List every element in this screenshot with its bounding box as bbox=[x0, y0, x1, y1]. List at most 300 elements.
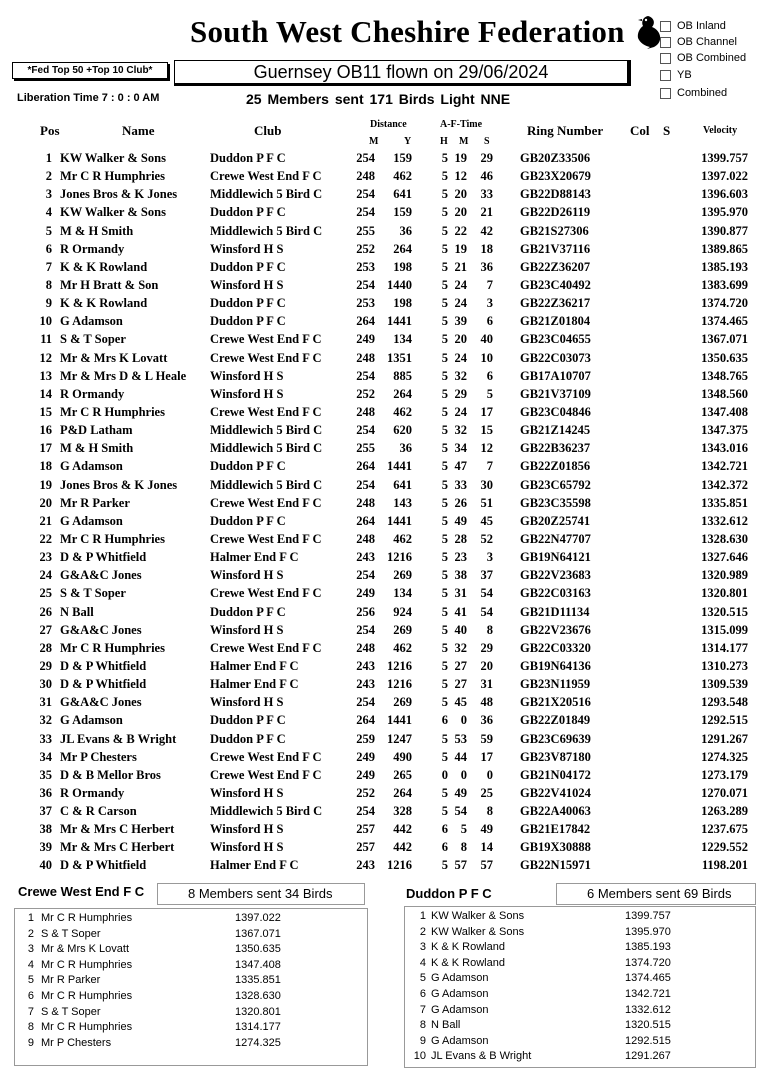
result-hours: 5 bbox=[441, 187, 448, 202]
result-seconds: 31 bbox=[480, 677, 493, 692]
result-name: KW Walker & Sons bbox=[60, 151, 166, 165]
result-pos: 13 bbox=[39, 368, 52, 383]
result-pos: 10 bbox=[39, 314, 52, 329]
result-distance-m: 249 bbox=[356, 332, 375, 347]
result-name: G&A&C Jones bbox=[60, 568, 142, 583]
result-minutes: 49 bbox=[454, 785, 467, 800]
result-pos: 22 bbox=[39, 531, 52, 546]
result-pos: 19 bbox=[39, 477, 52, 492]
club-entry-name: Mr C R Humphries bbox=[41, 958, 133, 971]
list-item bbox=[405, 956, 755, 972]
list-item bbox=[405, 971, 755, 987]
result-club: Crewe West End F C bbox=[210, 640, 322, 655]
result-hours: 5 bbox=[441, 259, 448, 274]
option-combined[interactable] bbox=[660, 87, 727, 99]
result-club: Winsford H S bbox=[210, 241, 284, 256]
result-pos: 30 bbox=[39, 677, 52, 692]
result-hours: 5 bbox=[441, 205, 448, 220]
result-minutes: 31 bbox=[454, 586, 467, 601]
result-distance-m: 254 bbox=[356, 423, 375, 438]
result-pos: 29 bbox=[39, 658, 52, 673]
result-name: S & T Soper bbox=[60, 332, 126, 347]
option-label: Combined bbox=[677, 87, 728, 99]
result-pos: 21 bbox=[39, 513, 52, 528]
result-velocity: 1342.372 bbox=[701, 477, 748, 492]
club-entry-name: S & T Soper bbox=[41, 927, 101, 940]
result-distance-m: 254 bbox=[356, 205, 375, 220]
result-club: Duddon P F C bbox=[210, 713, 286, 728]
result-ring-number: GB21X20516 bbox=[520, 695, 591, 710]
result-seconds: 59 bbox=[480, 731, 493, 746]
result-minutes: 22 bbox=[454, 223, 467, 238]
result-distance-m: 254 bbox=[356, 695, 375, 710]
club-entry-rank: 4 bbox=[27, 958, 34, 971]
result-pos: 27 bbox=[39, 622, 52, 637]
result-club: Winsford H S bbox=[210, 840, 284, 855]
result-club: Halmer End F C bbox=[210, 550, 299, 565]
result-distance-m: 248 bbox=[356, 404, 375, 419]
list-item bbox=[15, 927, 367, 943]
result-pos: 32 bbox=[39, 713, 52, 728]
table-row bbox=[0, 712, 770, 730]
result-seconds: 30 bbox=[480, 477, 493, 492]
result-ring-number: GB22D26119 bbox=[520, 205, 591, 220]
result-distance-y: 264 bbox=[393, 241, 412, 256]
result-hours: 5 bbox=[441, 404, 448, 419]
result-ring-number: GB23C35598 bbox=[520, 495, 591, 510]
result-minutes: 20 bbox=[454, 205, 467, 220]
list-item bbox=[15, 1036, 367, 1052]
result-seconds: 49 bbox=[480, 822, 493, 837]
result-distance-y: 462 bbox=[393, 169, 412, 184]
result-hours: 5 bbox=[441, 785, 448, 800]
result-hours: 5 bbox=[441, 368, 448, 383]
result-club: Middlewich 5 Bird C bbox=[210, 477, 323, 492]
result-name: K & K Rowland bbox=[60, 259, 148, 274]
result-distance-y: 1216 bbox=[387, 858, 412, 873]
result-distance-m: 254 bbox=[356, 804, 375, 819]
table-row bbox=[0, 204, 770, 222]
result-minutes: 53 bbox=[454, 731, 467, 746]
result-distance-m: 248 bbox=[356, 531, 375, 546]
result-minutes: 54 bbox=[454, 804, 467, 819]
table-row bbox=[0, 313, 770, 331]
result-distance-m: 252 bbox=[356, 241, 375, 256]
result-velocity: 1385.193 bbox=[701, 259, 748, 274]
result-seconds: 7 bbox=[486, 277, 493, 292]
result-distance-y: 265 bbox=[393, 767, 412, 782]
table-row bbox=[0, 259, 770, 277]
result-seconds: 33 bbox=[480, 187, 493, 202]
result-ring-number: GB22D88143 bbox=[520, 187, 591, 202]
result-club: Winsford H S bbox=[210, 277, 284, 292]
result-club: Winsford H S bbox=[210, 822, 284, 837]
club-entry-velocity: 1385.193 bbox=[625, 941, 671, 954]
result-hours: 5 bbox=[441, 568, 448, 583]
checkbox[interactable] bbox=[660, 70, 671, 81]
result-ring-number: GB21N04172 bbox=[520, 767, 591, 782]
result-velocity: 1327.646 bbox=[701, 550, 748, 565]
club-entry-velocity: 1350.635 bbox=[235, 943, 281, 956]
result-distance-y: 462 bbox=[393, 404, 412, 419]
result-velocity: 1198.201 bbox=[701, 858, 748, 873]
result-hours: 6 bbox=[441, 822, 448, 837]
result-club: Duddon P F C bbox=[210, 151, 286, 165]
table-row bbox=[0, 495, 770, 513]
result-distance-y: 198 bbox=[393, 296, 412, 311]
result-name: Mr C R Humphries bbox=[60, 640, 165, 655]
result-ring-number: GB22Z01856 bbox=[520, 459, 591, 474]
result-hours: 5 bbox=[441, 169, 448, 184]
result-ring-number: GB22C03320 bbox=[520, 640, 591, 655]
result-distance-m: 264 bbox=[356, 513, 375, 528]
result-minutes: 0 bbox=[460, 767, 467, 782]
club-entry-rank: 7 bbox=[27, 1005, 34, 1018]
result-hours: 5 bbox=[441, 459, 448, 474]
result-velocity: 1263.289 bbox=[701, 804, 748, 819]
club-stats-duddon: 6 Members sent 69 Birds bbox=[556, 883, 756, 905]
result-velocity: 1389.865 bbox=[701, 241, 748, 256]
result-minutes: 32 bbox=[454, 368, 467, 383]
result-pos: 8 bbox=[45, 277, 52, 292]
result-distance-m: 255 bbox=[356, 223, 375, 238]
result-distance-y: 1216 bbox=[387, 658, 412, 673]
club-entry-name: Mr C R Humphries bbox=[41, 1021, 133, 1034]
club-entry-name: K & K Rowland bbox=[431, 956, 505, 969]
result-seconds: 54 bbox=[480, 604, 493, 619]
checkbox[interactable] bbox=[660, 88, 671, 99]
result-ring-number: GB22N47707 bbox=[520, 531, 591, 546]
result-ring-number: GB22V23676 bbox=[520, 622, 591, 637]
option-ob-channel[interactable] bbox=[660, 36, 737, 48]
result-distance-m: 254 bbox=[356, 477, 375, 492]
result-ring-number: GB22Z36207 bbox=[520, 259, 591, 274]
col-y: Y bbox=[404, 136, 412, 147]
result-ring-number: GB20Z33506 bbox=[520, 151, 591, 165]
club-entry-velocity: 1320.515 bbox=[625, 1019, 671, 1032]
result-minutes: 32 bbox=[454, 640, 467, 655]
result-seconds: 20 bbox=[480, 658, 493, 673]
result-velocity: 1292.515 bbox=[701, 713, 748, 728]
result-minutes: 8 bbox=[460, 840, 467, 855]
result-velocity: 1229.552 bbox=[701, 840, 748, 855]
result-velocity: 1320.801 bbox=[701, 586, 748, 601]
result-club: Crewe West End F C bbox=[210, 350, 322, 365]
club-entry-rank: 6 bbox=[419, 987, 426, 1000]
club-entry-name: S & T Soper bbox=[41, 1005, 101, 1018]
result-distance-m: 248 bbox=[356, 495, 375, 510]
race-summary: 25 Members sent 171 Birds Light NNE bbox=[246, 91, 511, 107]
result-minutes: 26 bbox=[454, 495, 467, 510]
table-row bbox=[0, 386, 770, 404]
col-h: H bbox=[440, 136, 448, 147]
result-ring-number: GB23N11959 bbox=[520, 677, 591, 692]
result-distance-m: 249 bbox=[356, 767, 375, 782]
club-entry-rank: 7 bbox=[419, 1003, 426, 1016]
result-name: JL Evans & B Wright bbox=[60, 731, 177, 746]
result-pos: 31 bbox=[39, 695, 52, 710]
result-minutes: 23 bbox=[454, 550, 467, 565]
result-pos: 28 bbox=[39, 640, 52, 655]
club-entry-name: JL Evans & B Wright bbox=[431, 1050, 532, 1063]
table-row bbox=[0, 694, 770, 712]
results-table bbox=[0, 150, 770, 876]
table-row bbox=[0, 150, 770, 168]
club-entry-velocity: 1399.757 bbox=[625, 910, 671, 922]
result-club: Winsford H S bbox=[210, 695, 284, 710]
result-distance-m: 254 bbox=[356, 151, 375, 165]
result-distance-m: 253 bbox=[356, 259, 375, 274]
liberation-time: Liberation Time 7 : 0 : 0 AM bbox=[17, 92, 160, 104]
result-ring-number: GB21V37116 bbox=[520, 241, 591, 256]
result-seconds: 36 bbox=[480, 259, 493, 274]
club-entry-velocity: 1332.612 bbox=[625, 1003, 671, 1016]
result-ring-number: GB21S27306 bbox=[520, 223, 589, 238]
table-row bbox=[0, 368, 770, 386]
club-entry-velocity: 1314.177 bbox=[235, 1021, 281, 1034]
result-pos: 40 bbox=[39, 858, 52, 873]
result-club: Crewe West End F C bbox=[210, 332, 322, 347]
result-seconds: 15 bbox=[480, 423, 493, 438]
result-distance-y: 885 bbox=[393, 368, 412, 383]
option-label: YB bbox=[677, 69, 692, 81]
result-ring-number: GB22Z01849 bbox=[520, 713, 591, 728]
result-minutes: 44 bbox=[454, 749, 467, 764]
result-distance-y: 641 bbox=[393, 187, 412, 202]
result-club: Duddon P F C bbox=[210, 604, 286, 619]
result-distance-y: 641 bbox=[393, 477, 412, 492]
club-name-duddon: Duddon P F C bbox=[406, 886, 492, 901]
result-pos: 35 bbox=[39, 767, 52, 782]
result-pos: 38 bbox=[39, 822, 52, 837]
result-minutes: 5 bbox=[460, 822, 467, 837]
result-minutes: 27 bbox=[454, 658, 467, 673]
result-distance-m: 264 bbox=[356, 459, 375, 474]
club-name-crewe: Crewe West End F C bbox=[18, 884, 145, 899]
result-minutes: 41 bbox=[454, 604, 467, 619]
result-distance-y: 1440 bbox=[387, 277, 412, 292]
result-ring-number: GB21E17842 bbox=[520, 822, 591, 837]
result-distance-m: 243 bbox=[356, 677, 375, 692]
result-club: Winsford H S bbox=[210, 622, 284, 637]
result-distance-y: 620 bbox=[393, 423, 412, 438]
result-club: Crewe West End F C bbox=[210, 586, 322, 601]
result-seconds: 17 bbox=[480, 749, 493, 764]
result-distance-y: 198 bbox=[393, 259, 412, 274]
result-hours: 5 bbox=[441, 677, 448, 692]
result-name: S & T Soper bbox=[60, 586, 126, 601]
col-af-time: A-F-Time bbox=[440, 119, 483, 130]
result-club: Duddon P F C bbox=[210, 296, 286, 311]
result-minutes: 49 bbox=[454, 513, 467, 528]
result-distance-y: 264 bbox=[393, 785, 412, 800]
result-seconds: 42 bbox=[480, 223, 493, 238]
table-row bbox=[0, 640, 770, 658]
result-hours: 0 bbox=[441, 767, 448, 782]
result-pos: 9 bbox=[45, 296, 52, 311]
result-distance-y: 134 bbox=[393, 332, 412, 347]
table-row bbox=[0, 622, 770, 640]
option-yb[interactable] bbox=[660, 69, 692, 81]
list-item bbox=[405, 1034, 755, 1050]
club-entry-rank: 3 bbox=[27, 943, 34, 956]
club-entry-rank: 2 bbox=[27, 927, 34, 940]
top-badge: *Fed Top 50 +Top 10 Club* bbox=[12, 62, 168, 79]
result-name: G Adamson bbox=[60, 513, 123, 528]
club-entry-velocity: 1335.851 bbox=[235, 974, 281, 987]
result-hours: 5 bbox=[441, 386, 448, 401]
result-hours: 5 bbox=[441, 513, 448, 528]
result-minutes: 33 bbox=[454, 477, 467, 492]
list-item bbox=[15, 942, 367, 958]
table-row bbox=[0, 440, 770, 458]
result-name: G Adamson bbox=[60, 713, 123, 728]
table-row bbox=[0, 604, 770, 622]
result-hours: 5 bbox=[441, 296, 448, 311]
result-name: D & B Mellor Bros bbox=[60, 767, 161, 782]
result-club: Duddon P F C bbox=[210, 314, 286, 329]
result-ring-number: GB23C40492 bbox=[520, 277, 591, 292]
result-ring-number: GB22A40063 bbox=[520, 804, 591, 819]
club-entry-rank: 2 bbox=[419, 925, 426, 938]
club-entry-name: G Adamson bbox=[431, 972, 489, 985]
option-ob-inland[interactable] bbox=[660, 20, 726, 32]
result-ring-number: GB21D11134 bbox=[520, 604, 590, 619]
table-row bbox=[0, 422, 770, 440]
result-velocity: 1374.465 bbox=[701, 314, 748, 329]
result-velocity: 1310.273 bbox=[701, 658, 748, 673]
result-hours: 5 bbox=[441, 223, 448, 238]
result-distance-y: 1216 bbox=[387, 550, 412, 565]
result-name: N Ball bbox=[60, 604, 94, 619]
result-seconds: 14 bbox=[480, 840, 493, 855]
result-distance-m: 253 bbox=[356, 296, 375, 311]
table-row bbox=[0, 857, 770, 875]
result-club: Crewe West End F C bbox=[210, 169, 322, 184]
result-club: Halmer End F C bbox=[210, 858, 299, 873]
result-pos: 26 bbox=[39, 604, 52, 619]
list-item bbox=[15, 1005, 367, 1021]
list-item bbox=[15, 989, 367, 1005]
result-pos: 33 bbox=[39, 731, 52, 746]
result-distance-y: 134 bbox=[393, 586, 412, 601]
result-velocity: 1348.560 bbox=[701, 386, 748, 401]
result-name: Mr & Mrs C Herbert bbox=[60, 840, 175, 855]
result-ring-number: GB21V37109 bbox=[520, 386, 591, 401]
result-distance-m: 264 bbox=[356, 314, 375, 329]
result-ring-number: GB23C65792 bbox=[520, 477, 591, 492]
result-name: G&A&C Jones bbox=[60, 695, 142, 710]
result-hours: 5 bbox=[441, 477, 448, 492]
result-hours: 5 bbox=[441, 277, 448, 292]
club-entry-velocity: 1397.022 bbox=[235, 912, 281, 924]
result-distance-m: 254 bbox=[356, 277, 375, 292]
result-ring-number: GB22C03073 bbox=[520, 350, 591, 365]
result-distance-m: 254 bbox=[356, 622, 375, 637]
result-pos: 18 bbox=[39, 459, 52, 474]
result-distance-y: 36 bbox=[399, 441, 412, 456]
result-club: Crewe West End F C bbox=[210, 404, 322, 419]
list-item bbox=[15, 1020, 367, 1036]
result-velocity: 1347.375 bbox=[701, 423, 748, 438]
result-seconds: 6 bbox=[486, 314, 493, 329]
result-pos: 23 bbox=[39, 550, 52, 565]
checkbox[interactable] bbox=[660, 37, 671, 48]
result-distance-y: 1216 bbox=[387, 677, 412, 692]
result-distance-m: 255 bbox=[356, 441, 375, 456]
result-seconds: 0 bbox=[486, 767, 493, 782]
result-distance-m: 254 bbox=[356, 187, 375, 202]
club-entry-rank: 1 bbox=[419, 910, 426, 922]
club-entry-velocity: 1274.325 bbox=[235, 1036, 281, 1049]
result-velocity: 1274.325 bbox=[701, 749, 748, 764]
col-pos: Pos bbox=[40, 123, 60, 138]
checkbox[interactable] bbox=[660, 53, 671, 64]
club-entry-name: G Adamson bbox=[431, 1034, 489, 1047]
result-name: Mr P Chesters bbox=[60, 749, 137, 764]
result-seconds: 46 bbox=[480, 169, 493, 184]
result-distance-y: 924 bbox=[393, 604, 412, 619]
result-ring-number: GB22V41024 bbox=[520, 785, 591, 800]
table-row bbox=[0, 803, 770, 821]
result-distance-m: 252 bbox=[356, 386, 375, 401]
result-pos: 12 bbox=[39, 350, 52, 365]
result-club: Winsford H S bbox=[210, 368, 284, 383]
result-minutes: 34 bbox=[454, 441, 467, 456]
result-hours: 5 bbox=[441, 695, 448, 710]
col-sex: S bbox=[663, 123, 671, 138]
result-hours: 5 bbox=[441, 804, 448, 819]
result-club: Winsford H S bbox=[210, 785, 284, 800]
result-distance-m: 252 bbox=[356, 785, 375, 800]
result-club: Winsford H S bbox=[210, 568, 284, 583]
club-entry-name: KW Walker & Sons bbox=[431, 925, 525, 938]
result-velocity: 1320.515 bbox=[701, 604, 748, 619]
result-distance-y: 490 bbox=[393, 749, 412, 764]
race-title: Guernsey OB11 flown on 29/06/2024 bbox=[174, 60, 631, 86]
col-m: M bbox=[369, 136, 379, 147]
result-velocity: 1348.765 bbox=[701, 368, 748, 383]
result-name: Mr & Mrs C Herbert bbox=[60, 822, 175, 837]
result-ring-number: GB21Z14245 bbox=[520, 423, 591, 438]
result-minutes: 24 bbox=[454, 350, 467, 365]
result-pos: 15 bbox=[39, 404, 52, 419]
result-ring-number: GB22B36237 bbox=[520, 441, 591, 456]
col-club: Club bbox=[254, 123, 282, 138]
result-velocity: 1350.635 bbox=[701, 350, 748, 365]
club-entry-rank: 6 bbox=[27, 989, 34, 1002]
result-distance-y: 1441 bbox=[387, 713, 412, 728]
result-distance-y: 1441 bbox=[387, 314, 412, 329]
result-distance-y: 1441 bbox=[387, 459, 412, 474]
result-velocity: 1367.071 bbox=[701, 332, 748, 347]
table-row bbox=[0, 186, 770, 204]
result-club: Duddon P F C bbox=[210, 205, 286, 220]
club-entry-velocity: 1395.970 bbox=[625, 925, 671, 938]
checkbox[interactable] bbox=[660, 21, 671, 32]
result-minutes: 47 bbox=[454, 459, 467, 474]
result-minutes: 27 bbox=[454, 677, 467, 692]
result-pos: 2 bbox=[45, 169, 52, 184]
table-row bbox=[0, 168, 770, 186]
col-velocity: Velocity bbox=[703, 125, 738, 136]
result-distance-y: 462 bbox=[393, 640, 412, 655]
result-distance-y: 143 bbox=[393, 495, 412, 510]
option-ob-combined[interactable] bbox=[660, 52, 746, 64]
result-hours: 5 bbox=[441, 423, 448, 438]
result-ring-number: GB17A10707 bbox=[520, 368, 591, 383]
club-entry-velocity: 1347.408 bbox=[235, 958, 281, 971]
